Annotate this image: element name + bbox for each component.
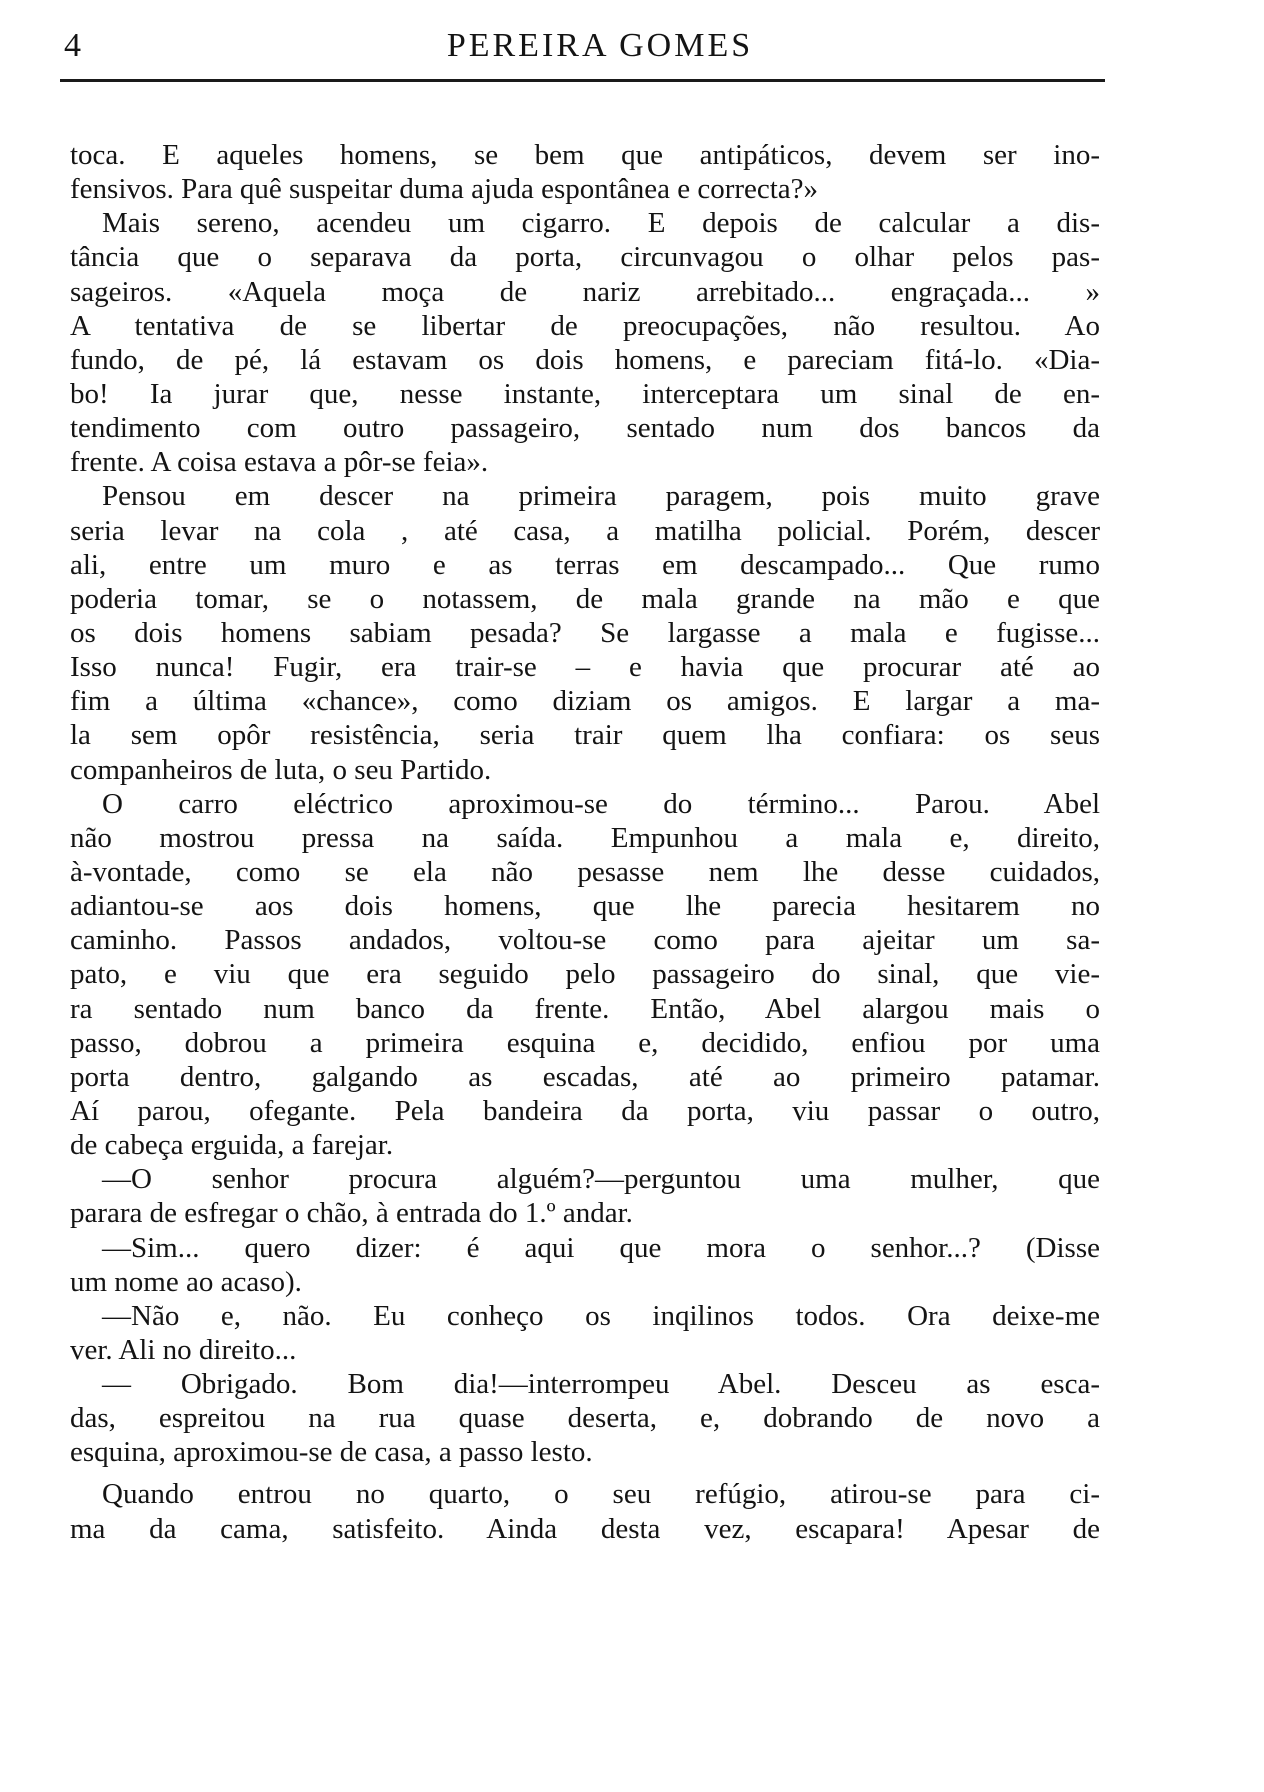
header-rule: [60, 79, 1105, 82]
page-number: 4: [64, 27, 81, 64]
text-line: —O senhor procura alguém?—perguntou uma mulher, que: [102, 1163, 1100, 1196]
text-line: tância que o separava da porta, circunvagou o olhar pelos pas-: [70, 241, 1100, 274]
text-line: toca. E aqueles homens, se bem que antipáticos, devem ser ino-: [70, 139, 1100, 171]
text-line: — Obrigado. Bom dia!—interrompeu Abel. Desceu as esca-: [102, 1368, 1100, 1401]
text-line: Aí parou, ofegante. Pela bandeira da porta, viu passar o outro,: [70, 1094, 1100, 1127]
text-line: —Sim... quero dizer: é aqui que mora o senhor...? (Disse: [102, 1231, 1100, 1264]
text-line: de cabeça erguida, a farejar.: [70, 1129, 394, 1162]
text-line: ver. Ali no direito...: [70, 1333, 297, 1366]
text-line: parara de esfregar o chão, à entrada do 1.º andar.: [70, 1197, 633, 1230]
text-line: seria levar na cola , até casa, a matilha policial. Porém, descer: [70, 514, 1100, 547]
text-line: la sem opôr resistência, seria trair quem lha confiara: os seus: [70, 719, 1100, 752]
text-line: os dois homens sabiam pesada? Se largasse a mala e fugisse...: [70, 616, 1100, 649]
text-line: passo, dobrou a primeira esquina e, decidido, enfiou por uma: [70, 1026, 1100, 1059]
text-line: —Não e, não. Eu conheço os inqilinos todos. Ora deixe-me: [102, 1299, 1100, 1332]
text-line: das, espreitou na rua quase deserta, e, dobrando de novo a: [70, 1402, 1100, 1435]
text-line: ali, entre um muro e as terras em descampado... Que rumo: [70, 548, 1100, 581]
text-line: bo! Ia jurar que, nesse instante, interceptara um sinal de en-: [70, 377, 1100, 410]
text-line: adiantou-se aos dois homens, que lhe parecia hesitarem no: [70, 890, 1100, 923]
text-line: A tentativa de se libertar de preocupações, não resultou. Ao: [70, 309, 1100, 342]
text-line: fensivos. Para quê suspeitar duma ajuda espontânea e correcta?»: [70, 173, 819, 206]
text-line: frente. A coisa estava a pôr-se feia».: [70, 446, 489, 479]
text-line: tendimento com outro passageiro, sentado num dos bancos da: [70, 412, 1100, 445]
text-line: caminho. Passos andados, voltou-se como para ajeitar um sa-: [70, 924, 1100, 957]
text-line: porta dentro, galgando as escadas, até ao primeiro patamar.: [70, 1060, 1100, 1093]
running-title: PEREIRA GOMES: [446, 27, 754, 64]
text-line: fim a última «chance», como diziam os amigos. E largar a ma-: [70, 685, 1100, 718]
text-line: poderia tomar, se o notassem, de mala grande na mão e que: [70, 582, 1100, 615]
text-line: Isso nunca! Fugir, era trair-se – e havia que procurar até ao: [70, 651, 1100, 684]
text-line: esquina, aproximou-se de casa, a passo lesto.: [70, 1436, 593, 1469]
text-line: pato, e viu que era seguido pelo passageiro do sinal, que vie-: [70, 958, 1100, 991]
text-line: Quando entrou no quarto, o seu refúgio, atirou-se para ci-: [102, 1478, 1100, 1511]
text-line: O carro eléctrico aproximou-se do término... Parou. Abel: [102, 787, 1100, 820]
text-line: Mais sereno, acendeu um cigarro. E depois de calcular a dis-: [102, 207, 1100, 240]
text-line: fundo, de pé, lá estavam os dois homens, e pareciam fitá-lo. «Dia-: [70, 343, 1100, 376]
text-line: companheiros de luta, o seu Partido.: [70, 753, 492, 786]
text-line: um nome ao acaso).: [70, 1265, 302, 1298]
text-line: ma da cama, satisfeito. Ainda desta vez, escapara! Apesar de: [70, 1512, 1100, 1545]
text-line: Pensou em descer na primeira paragem, pois muito grave: [102, 480, 1100, 513]
text-line: à-vontade, como se ela não pesasse nem lhe desse cuidados,: [70, 855, 1100, 888]
text-line: não mostrou pressa na saída. Empunhou a mala e, direito,: [70, 821, 1100, 854]
body-text: [70, 138, 1100, 1546]
text-line: ra sentado num banco da frente. Então, Abel alargou mais o: [70, 992, 1100, 1025]
text-line: sageiros. «Aquela moça de nariz arrebitado... engraçada... »: [70, 275, 1100, 308]
